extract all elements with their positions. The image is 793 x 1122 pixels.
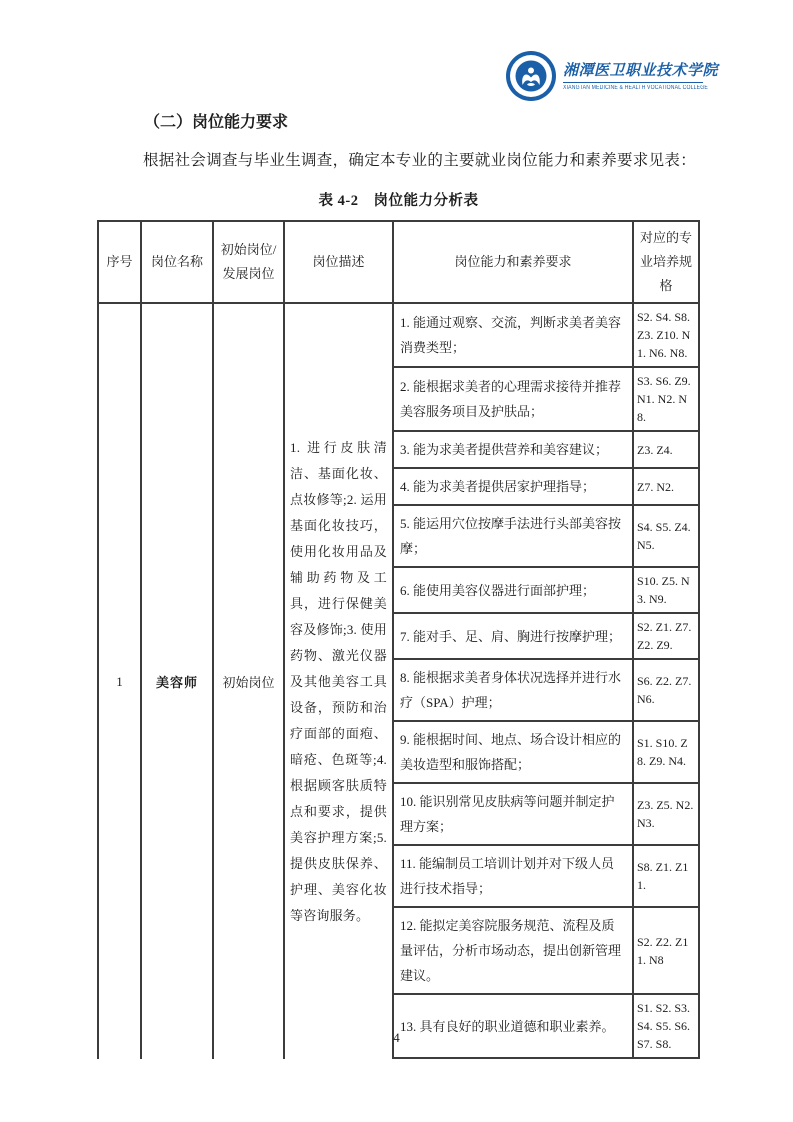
capability-row — [392, 784, 700, 846]
cell-serial: 1 — [97, 304, 140, 1059]
cell-position-name: 美容师 — [140, 304, 212, 1059]
capability-analysis-table — [97, 220, 700, 1059]
header-spec-codes: 对应的专业培养规格 — [632, 220, 700, 304]
capability-list — [392, 304, 700, 1059]
capability-row — [392, 368, 700, 432]
college-logo — [505, 50, 733, 102]
capability-codes: S2. Z1. Z7. Z2. Z9. — [632, 614, 700, 658]
capability-row — [392, 995, 700, 1059]
capability-row — [392, 469, 700, 506]
capability-codes: S10. Z5. N3. N9. — [632, 568, 700, 612]
table-caption: 表 4-2 岗位能力分析表 — [318, 193, 479, 209]
capability-text: 7. 能对手、足、肩、胸进行按摩护理； — [392, 614, 632, 658]
capability-row — [392, 660, 700, 722]
capability-codes: Z3. Z5. N2. N3. — [632, 784, 700, 844]
section-heading: （二）岗位能力要求 — [144, 114, 289, 131]
capability-text: 1. 能通过观察、交流，判断求美者美容消费类型； — [392, 304, 632, 366]
college-name-en: XIANGTAN MEDICINE & HEALTH VOCATIONAL COLLEGE — [563, 85, 708, 91]
capability-row — [392, 506, 700, 568]
intro-paragraph: 根据社会调查与毕业生调查，确定本专业的主要就业岗位能力和素养要求见表： — [143, 152, 697, 169]
capability-row — [392, 614, 700, 660]
capability-codes: S1. S10. Z8. Z9. N4. — [632, 722, 700, 782]
capability-codes: S4. S5. Z4. N5. — [632, 506, 700, 566]
logo-divider — [563, 82, 703, 83]
capability-codes: S8. Z1. Z11. — [632, 846, 700, 906]
capability-text: 3. 能为求美者提供营养和美容建议； — [392, 432, 632, 467]
college-emblem-icon — [505, 50, 557, 102]
capability-row — [392, 568, 700, 614]
header-position-name: 岗位名称 — [140, 220, 212, 304]
header-serial: 序号 — [97, 220, 140, 304]
college-name-cn: 湘潭医卫职业技术学院 — [563, 63, 719, 79]
document-content — [97, 112, 700, 1059]
capability-row — [392, 432, 700, 469]
capability-row — [392, 722, 700, 784]
table-header-row — [97, 220, 700, 304]
capability-row — [392, 908, 700, 995]
capability-codes: S3. S6. Z9. N1. N2. N8. — [632, 368, 700, 430]
header-description: 岗位描述 — [283, 220, 392, 304]
capability-text: 9. 能根据时间、地点、场合设计相应的美妆造型和服饰搭配； — [392, 722, 632, 782]
capability-text: 8. 能根据求美者身体状况选择并进行水疗（SPA）护理； — [392, 660, 632, 720]
header-capabilities: 岗位能力和素养要求 — [392, 220, 632, 304]
capability-text: 11. 能编制员工培训计划并对下级人员进行技术指导； — [392, 846, 632, 906]
capability-text: 6. 能使用美容仪器进行面部护理； — [392, 568, 632, 612]
capability-text: 5. 能运用穴位按摩手法进行头部美容按摩； — [392, 506, 632, 566]
page-number: 4 — [393, 1030, 400, 1045]
capability-codes: S2. S4. S8. Z3. Z10. N1. N6. N8. — [632, 304, 700, 366]
capability-codes: Z7. N2. — [632, 469, 700, 504]
capability-row — [392, 304, 700, 368]
capability-text: 4. 能为求美者提供居家护理指导； — [392, 469, 632, 504]
capability-row — [392, 846, 700, 908]
capability-text: 13. 具有良好的职业道德和职业素养。 — [392, 995, 632, 1057]
capability-codes: S1. S2. S3. S4. S5. S6. S7. S8. — [632, 995, 700, 1057]
capability-codes: Z3. Z4. — [632, 432, 700, 467]
table-body-row — [97, 304, 700, 1059]
header-position-type: 初始岗位/发展岗位 — [212, 220, 283, 304]
capability-text: 12. 能拟定美容院服务规范、流程及质量评估，分析市场动态，提出创新管理建议。 — [392, 908, 632, 993]
capability-text: 2. 能根据求美者的心理需求接待并推荐美容服务项目及护肤品； — [392, 368, 632, 430]
capability-codes: S6. Z2. Z7. N6. — [632, 660, 700, 720]
cell-position-type: 初始岗位 — [212, 304, 283, 1059]
cell-position-description: 1. 进行皮肤清洁、基面化妆、点妆修等;2. 运用基面化妆技巧，使用化妆用品及辅助药物及工具，进行保健美容及修饰;3. 使用药物、激光仪器及其他美容工具设备，预防和治疗面部的面疱、暗疮、色斑等;4. 根据顾客肤质特点和要求，提供美容护理方案;5. 提供皮肤保养、护理、美容化妆等咨询服务。 — [283, 304, 392, 1059]
capability-text: 10. 能识别常见皮肤病等问题并制定护理方案； — [392, 784, 632, 844]
capability-codes: S2. Z2. Z11. N8 — [632, 908, 700, 993]
